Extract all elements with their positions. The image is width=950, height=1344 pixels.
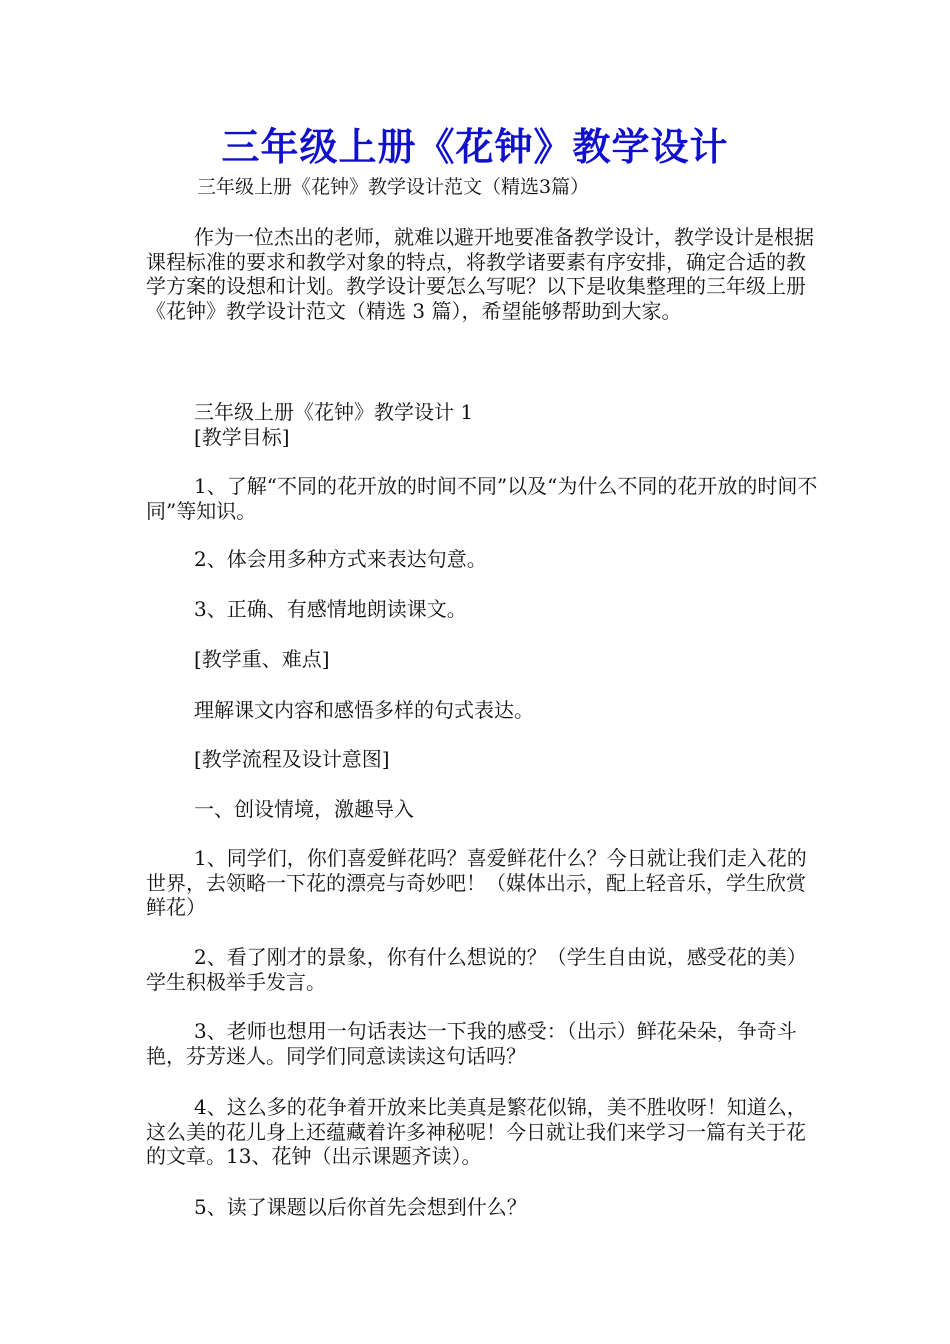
key-points-text: 理解课文内容和感悟多样的句式表达。 xyxy=(194,698,534,722)
goals-heading: [教学目标] xyxy=(194,425,290,449)
document-subtitle: 三年级上册《花钟》教学设计范文（精选3篇） xyxy=(197,176,590,198)
step-heading: 一、创设情境，激趣导入 xyxy=(194,797,414,821)
goal-item-3: 3、正确、有感情地朗读课文。 xyxy=(194,597,467,621)
step-paragraph-2: 2、看了刚才的景象，你有什么想说的？（学生自由说，感受花的美）学生积极举手发言。 xyxy=(146,945,807,994)
process-heading: [教学流程及设计意图] xyxy=(194,747,390,771)
step-paragraph-4: 4、这么多的花争着开放来比美真是繁花似锦，美不胜收呀！知道么，这么美的花儿身上还蕴藏着许多神秘呢！今日就让我们来学习一篇有关于花的文章。13、花钟（出示课题齐读）。 xyxy=(146,1095,807,1168)
step-paragraph-1: 1、同学们，你们喜爱鲜花吗？喜爱鲜花什么？今日就让我们走入花的世界，去领略一下花的漂亮与奇妙吧！（媒体出示，配上轻音乐，学生欣赏鲜花） xyxy=(146,846,807,919)
goal-item-2: 2、体会用多种方式来表达句意。 xyxy=(194,547,487,571)
goal-item-1: 1、了解“不同的花开放的时间不同”以及“为什么不同的花开放的时间不同”等知识。 xyxy=(146,474,818,523)
key-points-heading: [教学重、难点] xyxy=(194,647,330,671)
section-heading: 三年级上册《花钟》教学设计 1 xyxy=(194,400,474,424)
document-title: 三年级上册《花钟》教学设计 xyxy=(221,125,729,169)
step-paragraph-3: 3、老师也想用一句话表达一下我的感受：（出示）鲜花朵朵，争奇斗艳，芬芳迷人。同学们同意读读这句话吗？ xyxy=(146,1019,797,1068)
intro-paragraph: 作为一位杰出的老师，就难以避开地要准备教学设计，教学设计是根据课程标准的要求和教学对象的特点，将教学诸要素有序安排，确定合适的教学方案的设想和计划。教学设计要怎么写呢？以下是收集整理的三年级上册《花钟》教学设计范文（精选 3 篇），希望能够帮助到大家。 xyxy=(146,225,814,323)
step-paragraph-5: 5、读了课题以后你首先会想到什么？ xyxy=(194,1195,527,1219)
